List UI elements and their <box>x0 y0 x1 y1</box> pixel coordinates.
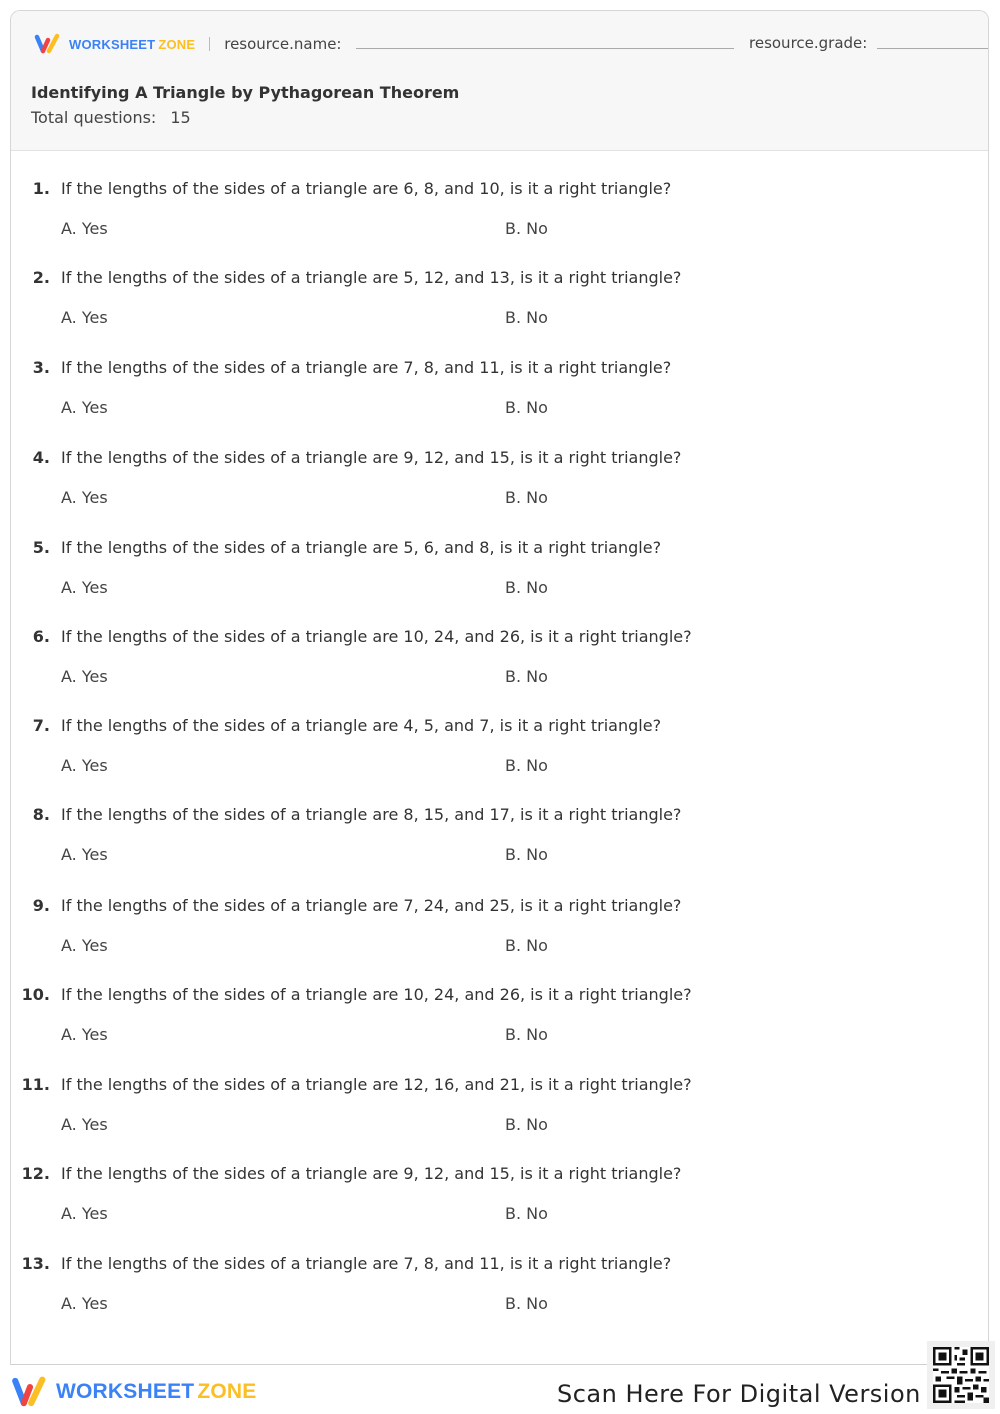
question-item <box>11 627 988 717</box>
option-a[interactable]: A. Yes <box>61 756 108 775</box>
question-item <box>11 1075 988 1165</box>
option-b[interactable]: B. No <box>505 398 548 417</box>
question-number: 13. <box>21 1254 50 1273</box>
footer-brand <box>10 1376 256 1408</box>
option-a[interactable]: A. Yes <box>61 578 108 597</box>
question-number: 10. <box>21 985 50 1004</box>
question-item <box>11 1164 988 1254</box>
option-a[interactable]: A. Yes <box>61 1294 108 1313</box>
question-item <box>11 538 988 628</box>
question-item <box>11 448 988 538</box>
question-number: 12. <box>21 1164 50 1183</box>
question-text: If the lengths of the sides of a triangle are 7, 8, and 11, is it a right triangle? <box>61 358 672 377</box>
option-b[interactable]: B. No <box>505 756 548 775</box>
question-text: If the lengths of the sides of a triangle are 5, 12, and 13, is it a right triangle? <box>61 268 682 287</box>
option-a[interactable]: A. Yes <box>61 308 108 327</box>
grade-input-line[interactable] <box>877 48 989 49</box>
question-number: 9. <box>32 896 50 915</box>
question-number: 1. <box>32 179 50 198</box>
option-a[interactable]: A. Yes <box>61 488 108 507</box>
worksheetzone-logo-icon <box>33 33 65 55</box>
brand-name-primary: WORKSHEET <box>69 36 156 52</box>
worksheet-page <box>10 10 989 1365</box>
option-b[interactable]: B. No <box>505 936 548 955</box>
question-number: 8. <box>32 805 50 824</box>
question-text: If the lengths of the sides of a triangle are 4, 5, and 7, is it a right triangle? <box>61 716 662 735</box>
question-text: If the lengths of the sides of a triangle are 8, 15, and 17, is it a right triangle? <box>61 805 682 824</box>
option-b[interactable]: B. No <box>505 488 548 507</box>
option-a[interactable]: A. Yes <box>61 219 108 238</box>
question-text: If the lengths of the sides of a triangle are 9, 12, and 15, is it a right triangle? <box>61 1164 682 1183</box>
brand-name-secondary: ZONE <box>158 36 196 52</box>
qr-code-icon[interactable] <box>927 1341 995 1409</box>
question-text: If the lengths of the sides of a triangle are 10, 24, and 26, is it a right triangle? <box>61 627 692 646</box>
question-text: If the lengths of the sides of a triangle are 6, 8, and 10, is it a right triangle? <box>61 179 672 198</box>
option-b[interactable]: B. No <box>505 1115 548 1134</box>
question-text: If the lengths of the sides of a triangle are 7, 24, and 25, is it a right triangle? <box>61 896 682 915</box>
question-item <box>11 896 988 986</box>
divider <box>209 37 210 51</box>
question-item <box>11 805 988 895</box>
option-a[interactable]: A. Yes <box>61 1204 108 1223</box>
worksheetzone-logo-icon <box>10 1376 50 1408</box>
question-number: 2. <box>32 268 50 287</box>
worksheet-title: Identifying A Triangle by Pythagorean Theorem <box>31 83 460 102</box>
option-b[interactable]: B. No <box>505 1294 548 1313</box>
option-b[interactable]: B. No <box>505 308 548 327</box>
question-item <box>11 179 988 269</box>
question-number: 5. <box>32 538 50 557</box>
question-item <box>11 1254 988 1344</box>
question-item <box>11 268 988 358</box>
option-a[interactable]: A. Yes <box>61 845 108 864</box>
question-number: 6. <box>32 627 50 646</box>
question-number: 3. <box>32 358 50 377</box>
question-text: If the lengths of the sides of a triangle are 12, 16, and 21, is it a right triangle? <box>61 1075 692 1094</box>
question-number: 11. <box>21 1075 50 1094</box>
option-b[interactable]: B. No <box>505 1204 548 1223</box>
name-input-line[interactable] <box>356 48 734 49</box>
total-questions <box>31 108 191 127</box>
name-label: resource.name: <box>224 35 342 53</box>
option-b[interactable]: B. No <box>505 219 548 238</box>
option-a[interactable]: A. Yes <box>61 936 108 955</box>
worksheet-header <box>11 11 988 151</box>
option-b[interactable]: B. No <box>505 1025 548 1044</box>
footer-brand-secondary: ZONE <box>197 1380 257 1403</box>
option-b[interactable]: B. No <box>505 845 548 864</box>
total-label: Total questions: <box>31 108 157 127</box>
option-b[interactable]: B. No <box>505 578 548 597</box>
question-item <box>11 358 988 448</box>
question-item <box>11 985 988 1075</box>
question-text: If the lengths of the sides of a triangle are 9, 12, and 15, is it a right triangle? <box>61 448 682 467</box>
option-a[interactable]: A. Yes <box>61 1025 108 1044</box>
scan-prompt: Scan Here For Digital Version <box>557 1380 921 1408</box>
grade-label: resource.grade: <box>749 34 868 52</box>
question-text: If the lengths of the sides of a triangle are 5, 6, and 8, is it a right triangle? <box>61 538 662 557</box>
question-text: If the lengths of the sides of a triangle are 10, 24, and 26, is it a right triangle? <box>61 985 692 1004</box>
option-a[interactable]: A. Yes <box>61 667 108 686</box>
option-b[interactable]: B. No <box>505 667 548 686</box>
option-a[interactable]: A. Yes <box>61 1115 108 1134</box>
question-number: 7. <box>32 716 50 735</box>
question-text: If the lengths of the sides of a triangle are 7, 8, and 11, is it a right triangle? <box>61 1254 672 1273</box>
footer-brand-primary: WORKSHEET <box>56 1380 195 1403</box>
question-number: 4. <box>32 448 50 467</box>
option-a[interactable]: A. Yes <box>61 398 108 417</box>
question-item <box>11 716 988 806</box>
brand-row <box>33 33 341 55</box>
total-value: 15 <box>170 108 191 127</box>
